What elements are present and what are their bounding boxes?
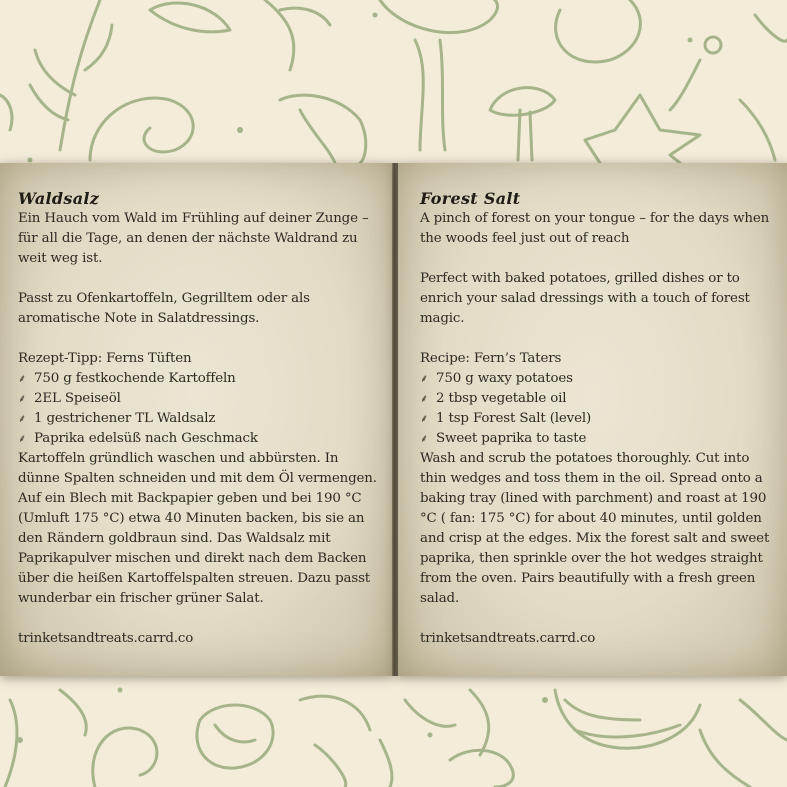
herb-sprig-icon: ⸙ — [420, 372, 429, 385]
ingredient-item — [18, 389, 383, 409]
ingredient-text: 750 g festkochende Kartoffeln — [34, 371, 236, 386]
herb-sprig-icon: ⸙ — [18, 372, 27, 385]
recipe-card-english-content — [420, 189, 777, 649]
ingredient-item — [420, 389, 777, 409]
recipe-title: Waldsalz — [18, 189, 100, 208]
ingredient-item — [18, 409, 383, 429]
recipe-pairing: Passt zu Ofenkartoffeln, Gegrilltem oder als aromatische Note in Salatdressings. — [18, 291, 314, 326]
recipe-intro: Ein Hauch vom Wald im Frühling auf deiner Zunge – für all die Tage, an denen der nächste Waldrand zu weit weg ist. — [18, 211, 373, 266]
ingredient-item — [420, 429, 777, 449]
ingredient-item — [18, 369, 383, 389]
ingredient-item — [18, 429, 383, 449]
recipe-pairing: Perfect with baked potatoes, grilled dishes or to enrich your salad dressings with a touch of forest magic. — [420, 271, 754, 326]
recipe-card-german — [0, 163, 393, 676]
recipe-title: Forest Salt — [420, 189, 521, 208]
recipe-subtitle: Rezept-Tipp: Ferns Tüften — [18, 351, 192, 366]
herb-sprig-icon: ⸙ — [18, 392, 27, 405]
ingredient-text: Paprika edelsüß nach Geschmack — [34, 431, 258, 446]
website-link[interactable]: trinketsandtreats.carrd.co — [420, 631, 596, 646]
ingredient-item — [420, 369, 777, 389]
recipe-card-english — [396, 163, 787, 676]
ingredient-text: 2EL Speiseöl — [34, 391, 121, 406]
ingredient-item — [420, 409, 777, 429]
recipe-intro: A pinch of forest on your tongue – for the days when the woods feel just out of reach — [420, 211, 774, 246]
herb-sprig-icon: ⸙ — [18, 412, 27, 425]
herb-sprig-icon: ⸙ — [420, 412, 429, 425]
ingredient-text: 2 tbsp vegetable oil — [436, 391, 567, 406]
recipe-subtitle: Recipe: Fern’s Taters — [420, 351, 562, 366]
herb-sprig-icon: ⸙ — [420, 392, 429, 405]
ingredient-text: 1 gestrichener TL Waldsalz — [34, 411, 216, 426]
recipe-method: Kartoffeln gründlich waschen und abbürsten. In dünne Spalten schneiden und mit dem Öl vermengen. Auf ein Blech mit Backpapier geben und bei 190 °C (Umluft 175 °C) etwa 40 Minuten backen, bis sie an den Rändern goldbraun sind. Das Waldsalz mit Paprikapulver mischen und direkt nach dem Backen über die heißen Kartoffelspalten streuen. Dazu passt wunderbar ein frischer grüner Salat. — [18, 451, 381, 606]
ingredient-text: 750 g waxy potatoes — [436, 371, 573, 386]
recipe-card-german-content — [18, 189, 383, 649]
recipe-method: Wash and scrub the potatoes thoroughly. Cut into thin wedges and toss them in the oil. Spread onto a baking tray (lined with parchment) and roast at 190 °C ( fan: 175 °C) for about 40 minutes, until golden and crisp at the edges. Mix the forest salt and sweet paprika, then sprinkle over the hot wedges straight from the oven. Pairs beautifully with a fresh green salad. — [420, 451, 774, 606]
website-link[interactable]: trinketsandtreats.carrd.co — [18, 631, 194, 646]
ingredient-text: Sweet paprika to taste — [436, 431, 587, 446]
herb-sprig-icon: ⸙ — [420, 432, 429, 445]
herb-sprig-icon: ⸙ — [18, 432, 27, 445]
ingredient-text: 1 tsp Forest Salt (level) — [436, 411, 592, 426]
